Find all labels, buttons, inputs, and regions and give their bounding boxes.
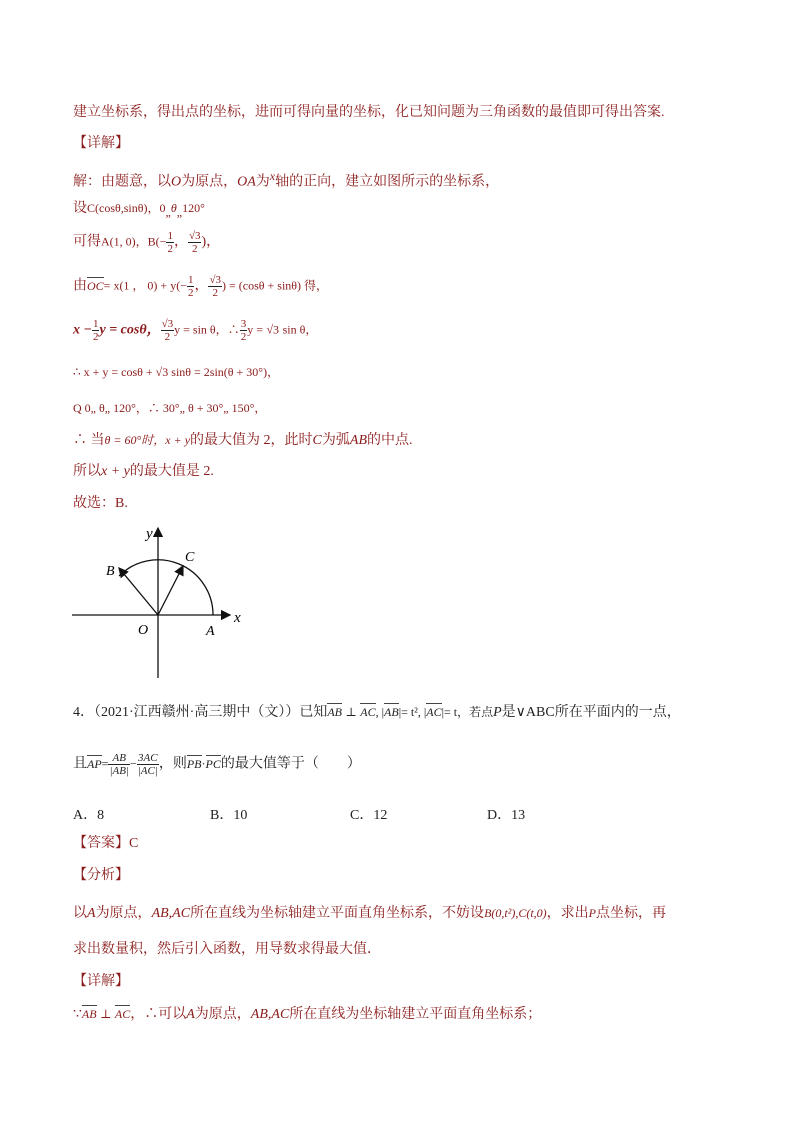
- solution-text-line: [73, 166, 499, 193]
- math-span: y = cosθ，: [99, 322, 161, 338]
- text-span: 的最大值是 2.: [129, 464, 214, 479]
- solution-text-line: [73, 430, 413, 451]
- vector-oc: OC: [87, 276, 104, 296]
- vector-ab: AB: [82, 1004, 97, 1024]
- vector-ac: AC: [426, 702, 441, 722]
- text-span: ，求出: [546, 906, 589, 921]
- text-span: O: [171, 174, 182, 190]
- option-a: A．8: [73, 808, 105, 823]
- math-span: |= t², |: [398, 705, 427, 719]
- math-span: Q 0„ θ„ 120°，∴ 30°„ θ + 30°„ 150°，: [73, 401, 267, 415]
- frac-num: √3: [188, 230, 201, 242]
- math-span: =: [101, 756, 109, 771]
- point-b-label: B: [106, 564, 115, 579]
- text-span: 4．（2021·江西赣州·高三期中（文））已知: [73, 705, 328, 720]
- vector-pb: PB: [187, 754, 202, 774]
- fraction: [161, 318, 175, 343]
- text-span: x: [269, 169, 276, 183]
- frac-num: AB: [108, 752, 130, 765]
- text-span: 可得: [73, 234, 101, 250]
- leq-mark: „: [176, 204, 183, 219]
- text-span: ，: [194, 278, 209, 294]
- text-span: 求出数量积，然后引入函数，用导数求得最大值．: [73, 942, 381, 957]
- text-span: )，: [201, 234, 221, 250]
- text-span: 所以: [73, 464, 101, 479]
- text-span: 故选：B.: [73, 496, 128, 511]
- question-line: [73, 702, 681, 723]
- solution-text-line: [73, 494, 128, 514]
- text-span: AB,AC: [250, 1007, 290, 1022]
- fraction: [108, 752, 130, 777]
- origin-label: O: [138, 623, 149, 638]
- text-span: 为原点，: [181, 174, 238, 190]
- vector-ap: AP: [87, 754, 102, 774]
- text-span: 设: [73, 201, 87, 216]
- math-span: x + y: [101, 464, 130, 479]
- solution-text-line: [73, 318, 317, 343]
- text-span: 建立坐标系，得出点的坐标，进而可得向量的坐标，化已知问题为三角函数的最值即可得出答案.: [73, 105, 665, 120]
- solution-text-line: [73, 274, 328, 299]
- text-span: 由: [73, 278, 87, 294]
- math-span: θ: [170, 201, 177, 215]
- frac-den: 2: [187, 287, 194, 299]
- text-span: ，∴可以: [130, 1007, 187, 1022]
- math-span: y = sin θ，∴: [174, 322, 240, 337]
- x-label: x: [234, 610, 241, 626]
- math-span: x + y: [165, 433, 191, 447]
- detail-line: [73, 1004, 541, 1025]
- text-span: A: [87, 906, 96, 921]
- fraction: [166, 230, 174, 255]
- fraction: [208, 274, 222, 299]
- text-span: 且: [73, 756, 87, 772]
- frac-num: 3: [240, 318, 247, 330]
- frac-den: |AB|: [109, 765, 129, 777]
- vector-ab: AB: [327, 702, 342, 722]
- math-span: ) = (cosθ + sinθ) 得，: [222, 278, 329, 293]
- heading-text: 【详解】: [73, 136, 129, 151]
- solution-text-line: [73, 462, 214, 482]
- coordinate-figure: [70, 520, 260, 690]
- question-line: [73, 752, 361, 777]
- answer-label: 【答案】: [73, 836, 129, 851]
- detail-heading: [73, 134, 129, 154]
- math-span: x −: [73, 322, 92, 338]
- text-span: 以: [73, 906, 87, 921]
- math-span: ⊥: [100, 1007, 112, 1021]
- frac-num: 1: [92, 318, 99, 330]
- detail-heading: [73, 972, 129, 992]
- heading-text: 【分析】: [73, 868, 129, 883]
- fraction: [188, 230, 202, 255]
- text-span: ，则: [158, 756, 187, 772]
- vector-ac: AC: [360, 702, 375, 722]
- frac-num: √3: [161, 318, 174, 330]
- frac-den: 2: [167, 243, 173, 255]
- text-span: P: [493, 705, 502, 720]
- math-span: sin θ，: [282, 322, 318, 337]
- math-span: |= t，若点: [441, 705, 494, 719]
- frac-num: √3: [209, 274, 222, 286]
- text-span: A: [186, 1007, 195, 1022]
- text-span: 轴的正向，建立如图所示的坐标系，: [275, 174, 500, 190]
- frac-num: 1: [167, 230, 173, 242]
- frac-den: |AC|: [137, 765, 158, 777]
- math-span: , |: [375, 705, 385, 719]
- math-span: = x(1 ， 0) + y(−: [103, 278, 187, 293]
- analysis-line: [73, 903, 666, 924]
- text-span: 为: [255, 174, 270, 190]
- math-span: ∴ x + y = cosθ + √3 sinθ = 2sin(θ + 30°)，: [73, 365, 280, 379]
- sqrt-3: √3: [266, 322, 280, 337]
- solution-text-line: [73, 198, 205, 222]
- frac-den: 2: [92, 331, 99, 343]
- heading-text: 【详解】: [73, 974, 129, 989]
- point-c-label: C: [185, 550, 195, 565]
- text-span: 的中点.: [367, 433, 413, 448]
- text-span: OA: [237, 174, 256, 190]
- unit-arc: [119, 560, 213, 615]
- text-span: ，: [173, 234, 188, 250]
- vector-ab: AB: [384, 702, 399, 722]
- frac-den: 2: [212, 287, 218, 299]
- option-c: C．12: [350, 808, 388, 823]
- math-span: ·: [201, 756, 206, 771]
- frac-den: 2: [191, 243, 198, 255]
- text-span: 为原点，: [194, 1007, 251, 1022]
- vector-oc-arrow: [158, 566, 183, 615]
- text-span: 点坐标，再: [596, 906, 666, 921]
- text-span: AB,AC: [151, 906, 191, 921]
- math-span: A(1, 0)，B(−: [101, 234, 167, 249]
- text-span: C: [312, 433, 322, 448]
- text-span: 的最大值为 2，此时: [190, 433, 313, 448]
- solution-text-line: [73, 103, 665, 123]
- vector-pc: PC: [206, 754, 221, 774]
- text-span: ∵: [73, 1007, 82, 1022]
- option-b: B．10: [210, 808, 248, 823]
- answer-line: [73, 834, 138, 854]
- frac-den: 2: [164, 331, 171, 343]
- math-span: C(cosθ,sinθ)，0: [87, 201, 166, 215]
- text-span: AB: [349, 433, 367, 448]
- solution-text-line: [73, 398, 266, 418]
- leq-mark: „: [165, 204, 171, 219]
- text-span: 解：由题意，以: [73, 174, 171, 190]
- text-span: 所在直线为坐标轴建立平面直角坐标系，不妨设: [190, 906, 485, 921]
- math-span: −: [129, 756, 137, 771]
- text-span: 的最大值等于（ ）: [220, 756, 361, 772]
- text-span: 为弧: [321, 433, 350, 448]
- point-a-label: A: [206, 624, 215, 639]
- math-span: y =: [247, 322, 263, 337]
- vector-ob: [119, 568, 158, 615]
- text-span: 为原点，: [95, 906, 152, 921]
- fraction: [137, 752, 159, 777]
- analysis-heading: [73, 866, 129, 886]
- option-d: D．13: [487, 808, 526, 823]
- text-span: 所在直线为坐标轴建立平面直角坐标系；: [289, 1007, 542, 1022]
- text-span: ∴ 当: [73, 433, 105, 448]
- solution-text-line: [73, 362, 279, 382]
- math-span: 120°: [182, 201, 205, 215]
- answer-value: C: [129, 836, 139, 851]
- text-span: 是∨ABC所在平面内的一点，: [501, 705, 681, 720]
- frac-den: 2: [240, 331, 247, 343]
- frac-num: 3AC: [138, 752, 158, 764]
- frac-num: 1: [187, 274, 194, 286]
- math-span: P: [588, 906, 596, 920]
- math-span: ⊥: [345, 705, 357, 719]
- math-span: B(0,t²),C(t,0): [484, 906, 547, 920]
- vector-ac: AC: [115, 1004, 130, 1024]
- math-span: θ = 60°时，: [104, 433, 166, 447]
- analysis-line: [73, 940, 381, 960]
- y-label: y: [146, 526, 153, 542]
- solution-text-line: [73, 230, 220, 255]
